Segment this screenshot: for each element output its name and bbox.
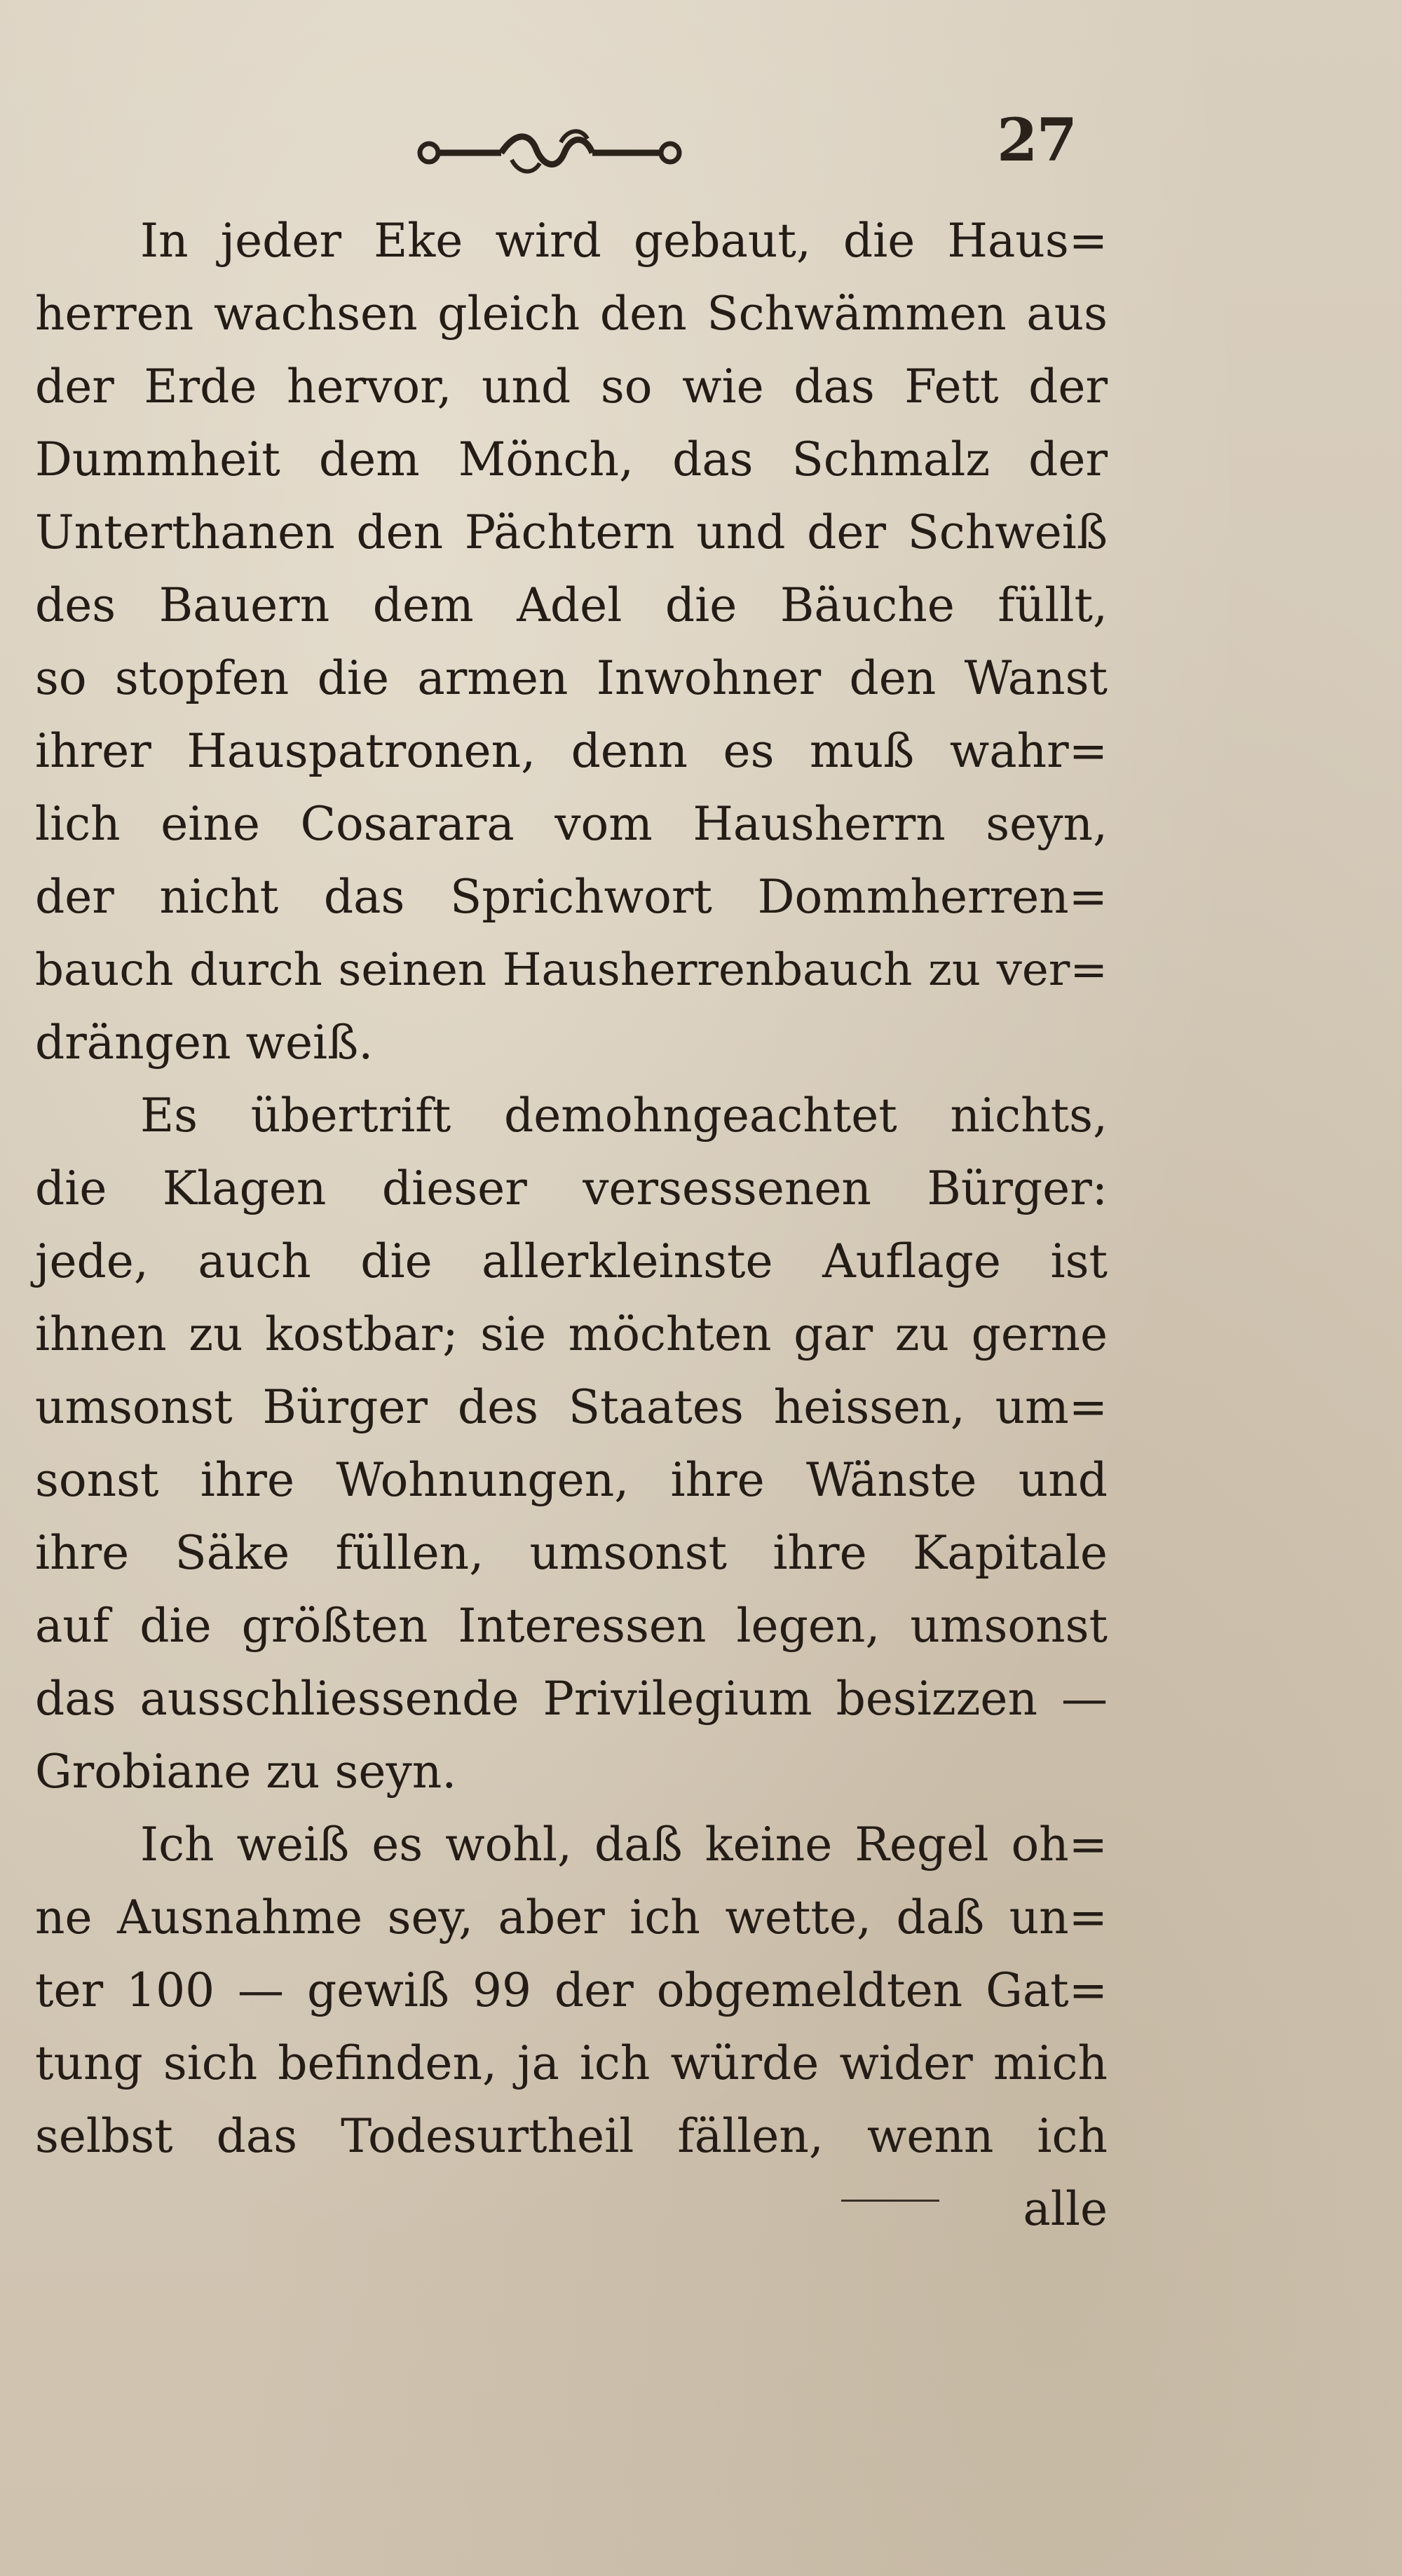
text-line: das ausschliessende Privilegium besizzen —	[35, 1672, 1108, 1726]
text-line: In jeder Eke wird gebaut, die Haus=	[140, 214, 1108, 268]
text-line: Ich weiß es wohl, daß keine Regel oh=	[140, 1818, 1108, 1872]
text-line: Unterthanen den Pächtern und der Schweiß	[35, 505, 1108, 559]
text-line: Es übertrift demohngeachtet nichts,	[140, 1089, 1108, 1143]
text-line: drängen weiß.	[35, 1016, 374, 1070]
text-line: umsonst Bürger des Staates heissen, um=	[35, 1380, 1108, 1434]
catchword-row	[35, 2173, 1108, 2250]
page-header	[0, 105, 1402, 196]
text-line: ter 100 — gewiß 99 der obgemeldten Gat=	[35, 1963, 1108, 2017]
text-line: ihre Säke füllen, umsonst ihre Kapitale	[35, 1526, 1108, 1580]
text-line: der Erde hervor, und so wie das Fett der	[35, 360, 1108, 414]
text-line: tung sich befinden, ja ich würde wider mich	[35, 2036, 1108, 2090]
text-line: herren wachsen gleich den Schwämmen aus	[35, 287, 1108, 341]
catch-rule	[841, 2200, 939, 2202]
paragraph	[35, 1079, 1108, 1808]
text-line: Dummheit dem Mönch, das Schmalz der	[35, 432, 1108, 486]
text-line: auf die größten Interessen legen, umsonst	[35, 1599, 1108, 1653]
paragraph	[35, 205, 1108, 1079]
text-line: Grobiane zu seyn.	[35, 1745, 457, 1799]
text-line: der nicht das Sprichwort Dommherren=	[35, 870, 1108, 924]
page-number: 27	[997, 105, 1076, 175]
body-text	[35, 205, 1108, 2250]
text-line: so stopfen die armen Inwohner den Wanst	[35, 651, 1108, 705]
catchword: alle	[1023, 2182, 1108, 2236]
text-line: ihrer Hauspatronen, denn es muß wahr=	[35, 724, 1108, 778]
printers-ornament-icon	[414, 118, 694, 188]
text-line: die Klagen dieser versessenen Bürger:	[35, 1161, 1108, 1215]
text-line: ne Ausnahme sey, aber ich wette, daß un=	[35, 1890, 1108, 1944]
text-line: lich eine Cosarara vom Hausherrn seyn,	[35, 797, 1108, 851]
text-line: jede, auch die allerkleinste Auflage ist	[35, 1234, 1108, 1288]
text-line: des Bauern dem Adel die Bäuche füllt,	[35, 578, 1108, 632]
text-line: selbst das Todesurtheil fällen, wenn ich	[35, 2109, 1108, 2163]
text-line: ihnen zu kostbar; sie möchten gar zu gerne	[35, 1307, 1108, 1361]
paragraph	[35, 1808, 1108, 2173]
text-line: sonst ihre Wohnungen, ihre Wänste und	[35, 1453, 1108, 1507]
text-line: bauch durch seinen Hausherrenbauch zu ver=	[35, 944, 1108, 996]
